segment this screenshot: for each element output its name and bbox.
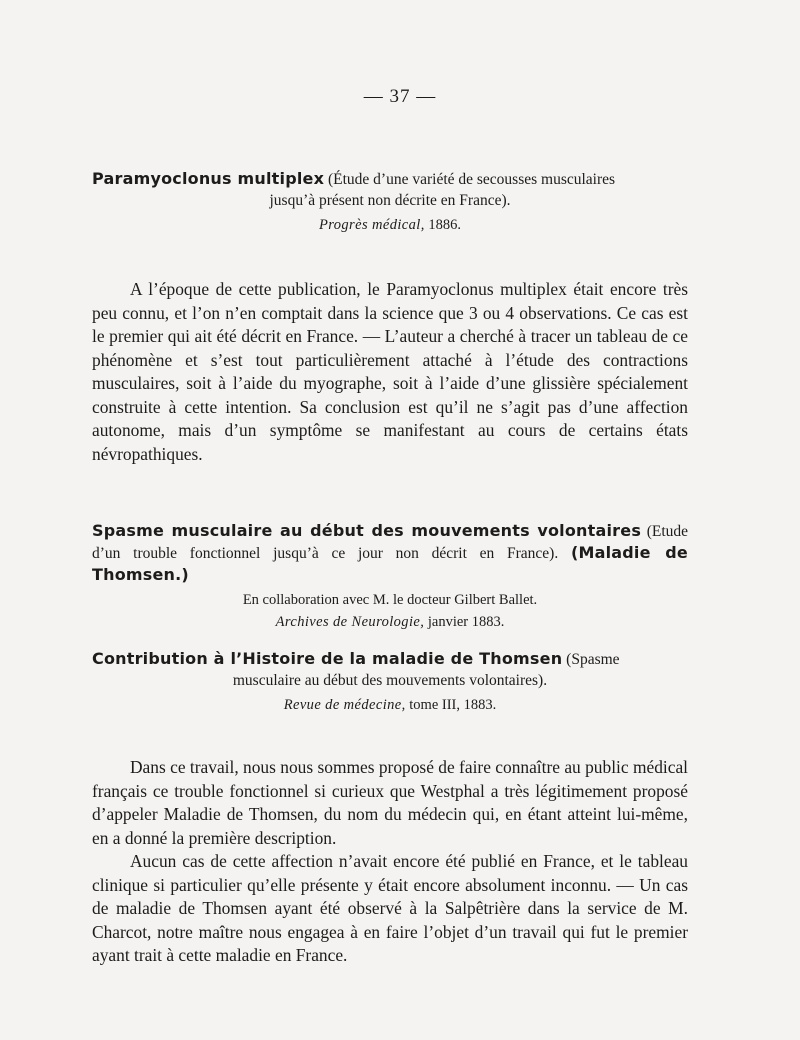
entry-title: Paramyoclonus multiplex [92,169,325,188]
entry-description: (Etude d’un trouble fonctionnel jusqu’à ce jour non décrit en France). [92,523,689,562]
entry-description: (Étude d’une variété de secousses musculaires [327,171,616,188]
journal-name: Archives de Neurologie, [275,614,425,630]
entry-heading [92,168,688,211]
publication-volume: tome III, 1883. [409,697,497,713]
journal-name: Revue de médecine, [283,697,406,713]
entry-citation [92,695,688,715]
page-number: — 37 — [363,86,437,107]
paragraph-text: Aucun cas de cette affection n’avait encore été publié en France, et le tableau clinique si particulier qu’elle présente y était encore absolument inconnu. — Un cas de maladie de Thomsen ayant été observé à la Salpêtrière dans la service de M. Charcot, notre maître nous engagea à en faire l’objet d’un travail qui fut le premier ayant trait à cette maladie en France. [92,851,688,965]
bibliography-entry-spasme [92,520,688,632]
entry-description-continued: jusqu’à présent non décrite en France). [269,192,511,209]
entry-subtitle: (Maladie de Thomsen.) [92,543,688,584]
publication-year: 1886. [428,217,461,233]
bibliography-entry-thomsen [92,648,688,715]
entry-title: Spasme musculaire au début des mouvements volontaires [92,521,642,540]
summary-paragraph-2 [92,756,688,968]
entry-heading [92,520,688,586]
paragraph-text: A l’époque de cette publication, le Paramyoclonus multiplex était encore très peu connu, et l’on n’en comptait dans la science que 3 ou 4 observations. Ce cas est le premier qui ait été décrit en France. — L’auteur a cherché à tracer un tableau de ce phénomène et s’est tout particulièrement attaché à l’étude des contractions musculaires, soit à l’aide du myographe, soit à l’aide d’une glissière spécialement construite à cette intention. Sa conclusion est qu’il ne s’agit pas d’une affection autonome, mais d’un symptôme se manifestant au cours de certains états névropathiques. [92,279,688,464]
entry-citation [92,612,688,632]
summary-paragraph-1 [92,278,688,466]
paragraph-text: Dans ce travail, nous nous sommes proposé de faire connaître au public médical français ce trouble fonctionnel si curieux que Westphal a très légitimement proposé d’appeler Maladie de Thomsen, du nom du médecin qui, en étant atteint lui-même, en a donné la première description. [92,757,688,848]
bibliography-entry-paramyoclonus [92,168,688,235]
entry-heading [92,648,688,691]
entry-description: (Spasme [566,651,620,668]
entry-description-continued: musculaire au début des mouvements volontaires). [232,672,548,689]
entry-collaboration: En collaboration avec M. le docteur Gilbert Ballet. [242,592,538,608]
entry-citation [92,215,688,235]
entry-title: Contribution à l’Histoire de la maladie de Thomsen [92,649,563,668]
publication-date: janvier 1883. [427,614,505,630]
journal-name: Progrès médical, [319,217,425,233]
